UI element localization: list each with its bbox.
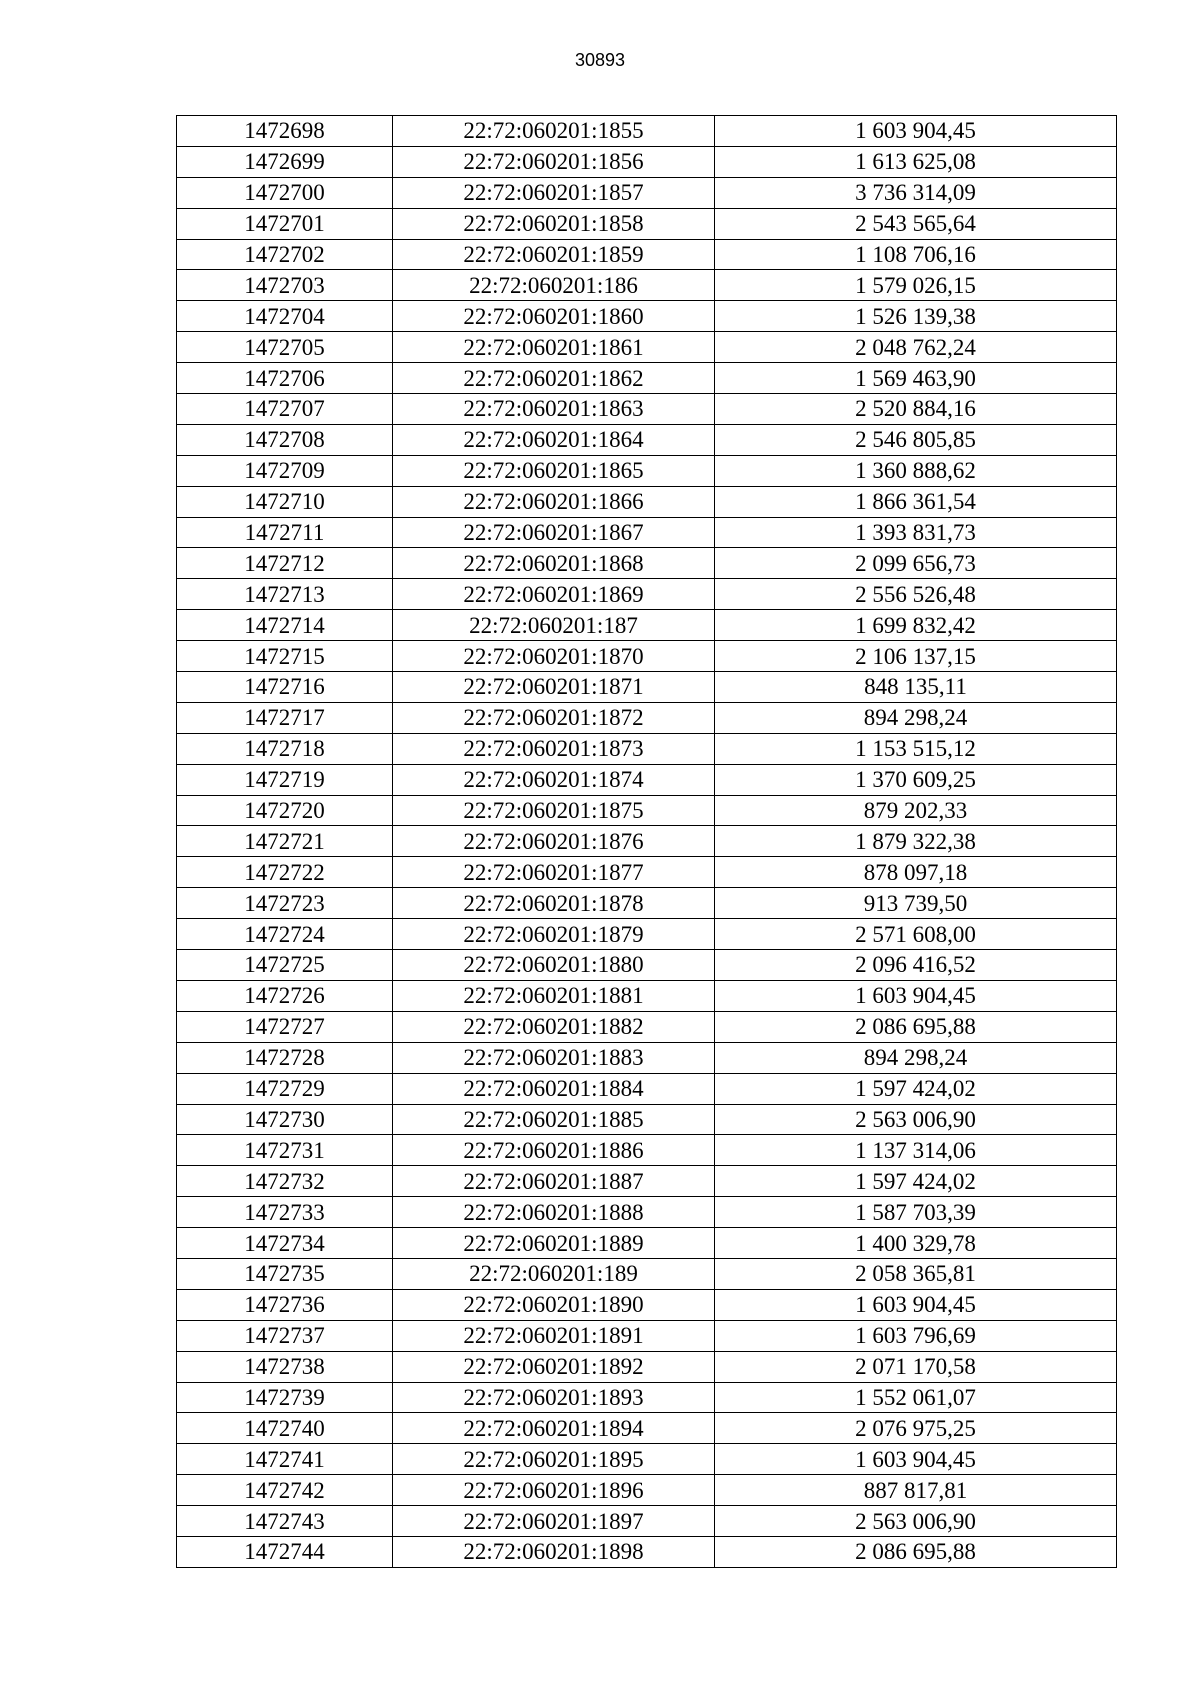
cadastral-number-cell: 22:72:060201:189 bbox=[393, 1258, 715, 1289]
cadastral-number-cell: 22:72:060201:1898 bbox=[393, 1536, 715, 1567]
row-number-cell: 1472698 bbox=[177, 116, 393, 147]
cadastral-value-cell: 1 526 139,38 bbox=[715, 301, 1117, 332]
row-number-cell: 1472721 bbox=[177, 826, 393, 857]
table-row bbox=[177, 764, 1117, 795]
cadastral-value-cell: 1 108 706,16 bbox=[715, 239, 1117, 270]
cadastral-value-cell: 1 360 888,62 bbox=[715, 455, 1117, 486]
table-row bbox=[177, 424, 1117, 455]
cadastral-number-cell: 22:72:060201:1864 bbox=[393, 424, 715, 455]
cadastral-value-cell: 1 613 625,08 bbox=[715, 146, 1117, 177]
cadastral-number-cell: 22:72:060201:1875 bbox=[393, 795, 715, 826]
cadastral-number-cell: 22:72:060201:1880 bbox=[393, 950, 715, 981]
row-number-cell: 1472704 bbox=[177, 301, 393, 332]
table-row bbox=[177, 455, 1117, 486]
row-number-cell: 1472730 bbox=[177, 1104, 393, 1135]
row-number-cell: 1472706 bbox=[177, 363, 393, 394]
cadastral-number-cell: 22:72:060201:1869 bbox=[393, 579, 715, 610]
table-row bbox=[177, 1258, 1117, 1289]
cadastral-value-cell: 1 597 424,02 bbox=[715, 1073, 1117, 1104]
cadastral-value-cell: 913 739,50 bbox=[715, 888, 1117, 919]
cadastral-value-cell: 1 866 361,54 bbox=[715, 486, 1117, 517]
table-row bbox=[177, 733, 1117, 764]
cadastral-number-cell: 22:72:060201:1887 bbox=[393, 1166, 715, 1197]
cadastral-value-cell: 1 552 061,07 bbox=[715, 1382, 1117, 1413]
cadastral-number-cell: 22:72:060201:1863 bbox=[393, 394, 715, 425]
table-row bbox=[177, 1506, 1117, 1537]
table-row bbox=[177, 1536, 1117, 1567]
row-number-cell: 1472734 bbox=[177, 1228, 393, 1259]
cadastral-value-cell: 2 563 006,90 bbox=[715, 1506, 1117, 1537]
cadastral-value-cell: 1 597 424,02 bbox=[715, 1166, 1117, 1197]
row-number-cell: 1472726 bbox=[177, 980, 393, 1011]
cadastral-number-cell: 22:72:060201:1862 bbox=[393, 363, 715, 394]
table-row bbox=[177, 208, 1117, 239]
row-number-cell: 1472714 bbox=[177, 610, 393, 641]
row-number-cell: 1472720 bbox=[177, 795, 393, 826]
cadastral-number-cell: 22:72:060201:1874 bbox=[393, 764, 715, 795]
cadastral-value-cell: 2 556 526,48 bbox=[715, 579, 1117, 610]
table-row bbox=[177, 980, 1117, 1011]
table-row bbox=[177, 1228, 1117, 1259]
cadastral-value-cell: 2 520 884,16 bbox=[715, 394, 1117, 425]
cadastral-number-cell: 22:72:060201:1870 bbox=[393, 641, 715, 672]
table-row bbox=[177, 486, 1117, 517]
table-row bbox=[177, 146, 1117, 177]
cadastral-value-cell: 887 817,81 bbox=[715, 1475, 1117, 1506]
page-number: 30893 bbox=[574, 50, 626, 70]
cadastral-value-cell: 1 400 329,78 bbox=[715, 1228, 1117, 1259]
row-number-cell: 1472722 bbox=[177, 857, 393, 888]
cadastral-number-cell: 22:72:060201:186 bbox=[393, 270, 715, 301]
table-row bbox=[177, 826, 1117, 857]
row-number-cell: 1472710 bbox=[177, 486, 393, 517]
cadastral-number-cell: 22:72:060201:1866 bbox=[393, 486, 715, 517]
cadastral-value-cell: 2 571 608,00 bbox=[715, 919, 1117, 950]
table-row bbox=[177, 332, 1117, 363]
row-number-cell: 1472735 bbox=[177, 1258, 393, 1289]
row-number-cell: 1472725 bbox=[177, 950, 393, 981]
row-number-cell: 1472707 bbox=[177, 394, 393, 425]
cadastral-number-cell: 22:72:060201:1885 bbox=[393, 1104, 715, 1135]
cadastral-number-cell: 22:72:060201:1882 bbox=[393, 1011, 715, 1042]
row-number-cell: 1472741 bbox=[177, 1444, 393, 1475]
cadastral-value-cell: 2 096 416,52 bbox=[715, 950, 1117, 981]
row-number-cell: 1472731 bbox=[177, 1135, 393, 1166]
row-number-cell: 1472738 bbox=[177, 1351, 393, 1382]
cadastral-value-cell: 1 603 904,45 bbox=[715, 1444, 1117, 1475]
cadastral-number-cell: 22:72:060201:1855 bbox=[393, 116, 715, 147]
row-number-cell: 1472708 bbox=[177, 424, 393, 455]
cadastral-value-cell: 1 699 832,42 bbox=[715, 610, 1117, 641]
cadastral-value-cell: 1 370 609,25 bbox=[715, 764, 1117, 795]
table-row bbox=[177, 1444, 1117, 1475]
cadastral-value-cell: 894 298,24 bbox=[715, 702, 1117, 733]
cadastral-number-cell: 22:72:060201:1857 bbox=[393, 177, 715, 208]
cadastral-value-cell: 1 587 703,39 bbox=[715, 1197, 1117, 1228]
cadastral-number-cell: 22:72:060201:1894 bbox=[393, 1413, 715, 1444]
table-row bbox=[177, 1073, 1117, 1104]
cadastral-value-cell: 894 298,24 bbox=[715, 1042, 1117, 1073]
table-row bbox=[177, 1382, 1117, 1413]
cadastral-number-cell: 22:72:060201:1867 bbox=[393, 517, 715, 548]
cadastral-value-cell: 2 099 656,73 bbox=[715, 548, 1117, 579]
cadastral-value-cell: 2 086 695,88 bbox=[715, 1011, 1117, 1042]
table-row bbox=[177, 1042, 1117, 1073]
cadastral-value-cell: 1 603 904,45 bbox=[715, 980, 1117, 1011]
cadastral-value-cell: 3 736 314,09 bbox=[715, 177, 1117, 208]
table-row bbox=[177, 857, 1117, 888]
cadastral-number-cell: 22:72:060201:1873 bbox=[393, 733, 715, 764]
cadastral-number-cell: 22:72:060201:1861 bbox=[393, 332, 715, 363]
table-row bbox=[177, 394, 1117, 425]
row-number-cell: 1472712 bbox=[177, 548, 393, 579]
cadastral-value-cell: 2 048 762,24 bbox=[715, 332, 1117, 363]
table-row bbox=[177, 363, 1117, 394]
cadastral-number-cell: 22:72:060201:1890 bbox=[393, 1289, 715, 1320]
table-row bbox=[177, 270, 1117, 301]
cadastral-number-cell: 22:72:060201:1881 bbox=[393, 980, 715, 1011]
cadastral-value-cell: 2 058 365,81 bbox=[715, 1258, 1117, 1289]
row-number-cell: 1472718 bbox=[177, 733, 393, 764]
table-row bbox=[177, 795, 1117, 826]
cadastral-value-cell: 2 543 565,64 bbox=[715, 208, 1117, 239]
cadastral-value-cell: 1 579 026,15 bbox=[715, 270, 1117, 301]
row-number-cell: 1472713 bbox=[177, 579, 393, 610]
table-row bbox=[177, 1197, 1117, 1228]
cadastral-number-cell: 22:72:060201:1859 bbox=[393, 239, 715, 270]
table-row bbox=[177, 239, 1117, 270]
cadastral-number-cell: 22:72:060201:1877 bbox=[393, 857, 715, 888]
row-number-cell: 1472724 bbox=[177, 919, 393, 950]
cadastral-number-cell: 22:72:060201:1879 bbox=[393, 919, 715, 950]
table-row bbox=[177, 641, 1117, 672]
row-number-cell: 1472711 bbox=[177, 517, 393, 548]
table-row bbox=[177, 548, 1117, 579]
row-number-cell: 1472743 bbox=[177, 1506, 393, 1537]
row-number-cell: 1472728 bbox=[177, 1042, 393, 1073]
row-number-cell: 1472703 bbox=[177, 270, 393, 301]
cadastral-value-cell: 2 106 137,15 bbox=[715, 641, 1117, 672]
cadastral-value-cell: 1 153 515,12 bbox=[715, 733, 1117, 764]
cadastral-number-cell: 22:72:060201:1878 bbox=[393, 888, 715, 919]
table-row bbox=[177, 1011, 1117, 1042]
row-number-cell: 1472702 bbox=[177, 239, 393, 270]
row-number-cell: 1472739 bbox=[177, 1382, 393, 1413]
table-row bbox=[177, 1413, 1117, 1444]
cadastral-value-cell: 2 546 805,85 bbox=[715, 424, 1117, 455]
cadastral-number-cell: 22:72:060201:1871 bbox=[393, 672, 715, 703]
table-row bbox=[177, 888, 1117, 919]
cadastral-value-cell: 2 086 695,88 bbox=[715, 1536, 1117, 1567]
row-number-cell: 1472729 bbox=[177, 1073, 393, 1104]
table-row bbox=[177, 1166, 1117, 1197]
cadastral-value-cell: 1 137 314,06 bbox=[715, 1135, 1117, 1166]
table-row bbox=[177, 579, 1117, 610]
row-number-cell: 1472705 bbox=[177, 332, 393, 363]
row-number-cell: 1472719 bbox=[177, 764, 393, 795]
cadastral-number-cell: 22:72:060201:1865 bbox=[393, 455, 715, 486]
cadastral-number-cell: 22:72:060201:1893 bbox=[393, 1382, 715, 1413]
table-row bbox=[177, 517, 1117, 548]
cadastral-number-cell: 22:72:060201:1897 bbox=[393, 1506, 715, 1537]
cadastral-value-cell: 1 603 904,45 bbox=[715, 1289, 1117, 1320]
table-row bbox=[177, 301, 1117, 332]
cadastral-number-cell: 22:72:060201:1884 bbox=[393, 1073, 715, 1104]
table-row bbox=[177, 1475, 1117, 1506]
row-number-cell: 1472732 bbox=[177, 1166, 393, 1197]
table-row bbox=[177, 1289, 1117, 1320]
cadastral-value-cell: 1 879 322,38 bbox=[715, 826, 1117, 857]
cadastral-number-cell: 22:72:060201:1856 bbox=[393, 146, 715, 177]
table-row bbox=[177, 672, 1117, 703]
row-number-cell: 1472723 bbox=[177, 888, 393, 919]
row-number-cell: 1472709 bbox=[177, 455, 393, 486]
row-number-cell: 1472736 bbox=[177, 1289, 393, 1320]
cadastral-number-cell: 22:72:060201:1876 bbox=[393, 826, 715, 857]
cadastral-number-cell: 22:72:060201:1858 bbox=[393, 208, 715, 239]
row-number-cell: 1472742 bbox=[177, 1475, 393, 1506]
table-row bbox=[177, 1320, 1117, 1351]
row-number-cell: 1472715 bbox=[177, 641, 393, 672]
cadastral-value-cell: 2 076 975,25 bbox=[715, 1413, 1117, 1444]
row-number-cell: 1472716 bbox=[177, 672, 393, 703]
cadastral-value-cell: 2 071 170,58 bbox=[715, 1351, 1117, 1382]
cadastral-number-cell: 22:72:060201:1896 bbox=[393, 1475, 715, 1506]
table-row bbox=[177, 177, 1117, 208]
table-row bbox=[177, 610, 1117, 641]
cadastral-number-cell: 22:72:060201:1860 bbox=[393, 301, 715, 332]
cadastral-number-cell: 22:72:060201:187 bbox=[393, 610, 715, 641]
cadastral-value-cell: 1 603 796,69 bbox=[715, 1320, 1117, 1351]
row-number-cell: 1472700 bbox=[177, 177, 393, 208]
row-number-cell: 1472737 bbox=[177, 1320, 393, 1351]
cadastral-number-cell: 22:72:060201:1888 bbox=[393, 1197, 715, 1228]
row-number-cell: 1472701 bbox=[177, 208, 393, 239]
cadastral-number-cell: 22:72:060201:1886 bbox=[393, 1135, 715, 1166]
cadastral-value-table bbox=[176, 115, 1117, 1568]
row-number-cell: 1472744 bbox=[177, 1536, 393, 1567]
cadastral-number-cell: 22:72:060201:1889 bbox=[393, 1228, 715, 1259]
cadastral-number-cell: 22:72:060201:1892 bbox=[393, 1351, 715, 1382]
row-number-cell: 1472717 bbox=[177, 702, 393, 733]
cadastral-value-cell: 1 603 904,45 bbox=[715, 116, 1117, 147]
row-number-cell: 1472727 bbox=[177, 1011, 393, 1042]
table-body bbox=[177, 116, 1117, 1568]
row-number-cell: 1472699 bbox=[177, 146, 393, 177]
row-number-cell: 1472733 bbox=[177, 1197, 393, 1228]
table-row bbox=[177, 919, 1117, 950]
cadastral-number-cell: 22:72:060201:1895 bbox=[393, 1444, 715, 1475]
cadastral-number-cell: 22:72:060201:1883 bbox=[393, 1042, 715, 1073]
cadastral-value-cell: 878 097,18 bbox=[715, 857, 1117, 888]
table-row bbox=[177, 1135, 1117, 1166]
cadastral-value-cell: 1 393 831,73 bbox=[715, 517, 1117, 548]
table-row bbox=[177, 1104, 1117, 1135]
cadastral-value-cell: 879 202,33 bbox=[715, 795, 1117, 826]
table-row bbox=[177, 950, 1117, 981]
cadastral-value-cell: 1 569 463,90 bbox=[715, 363, 1117, 394]
cadastral-value-cell: 848 135,11 bbox=[715, 672, 1117, 703]
table-row bbox=[177, 702, 1117, 733]
table-row bbox=[177, 116, 1117, 147]
cadastral-number-cell: 22:72:060201:1891 bbox=[393, 1320, 715, 1351]
row-number-cell: 1472740 bbox=[177, 1413, 393, 1444]
cadastral-number-cell: 22:72:060201:1872 bbox=[393, 702, 715, 733]
table-row bbox=[177, 1351, 1117, 1382]
cadastral-value-cell: 2 563 006,90 bbox=[715, 1104, 1117, 1135]
cadastral-number-cell: 22:72:060201:1868 bbox=[393, 548, 715, 579]
